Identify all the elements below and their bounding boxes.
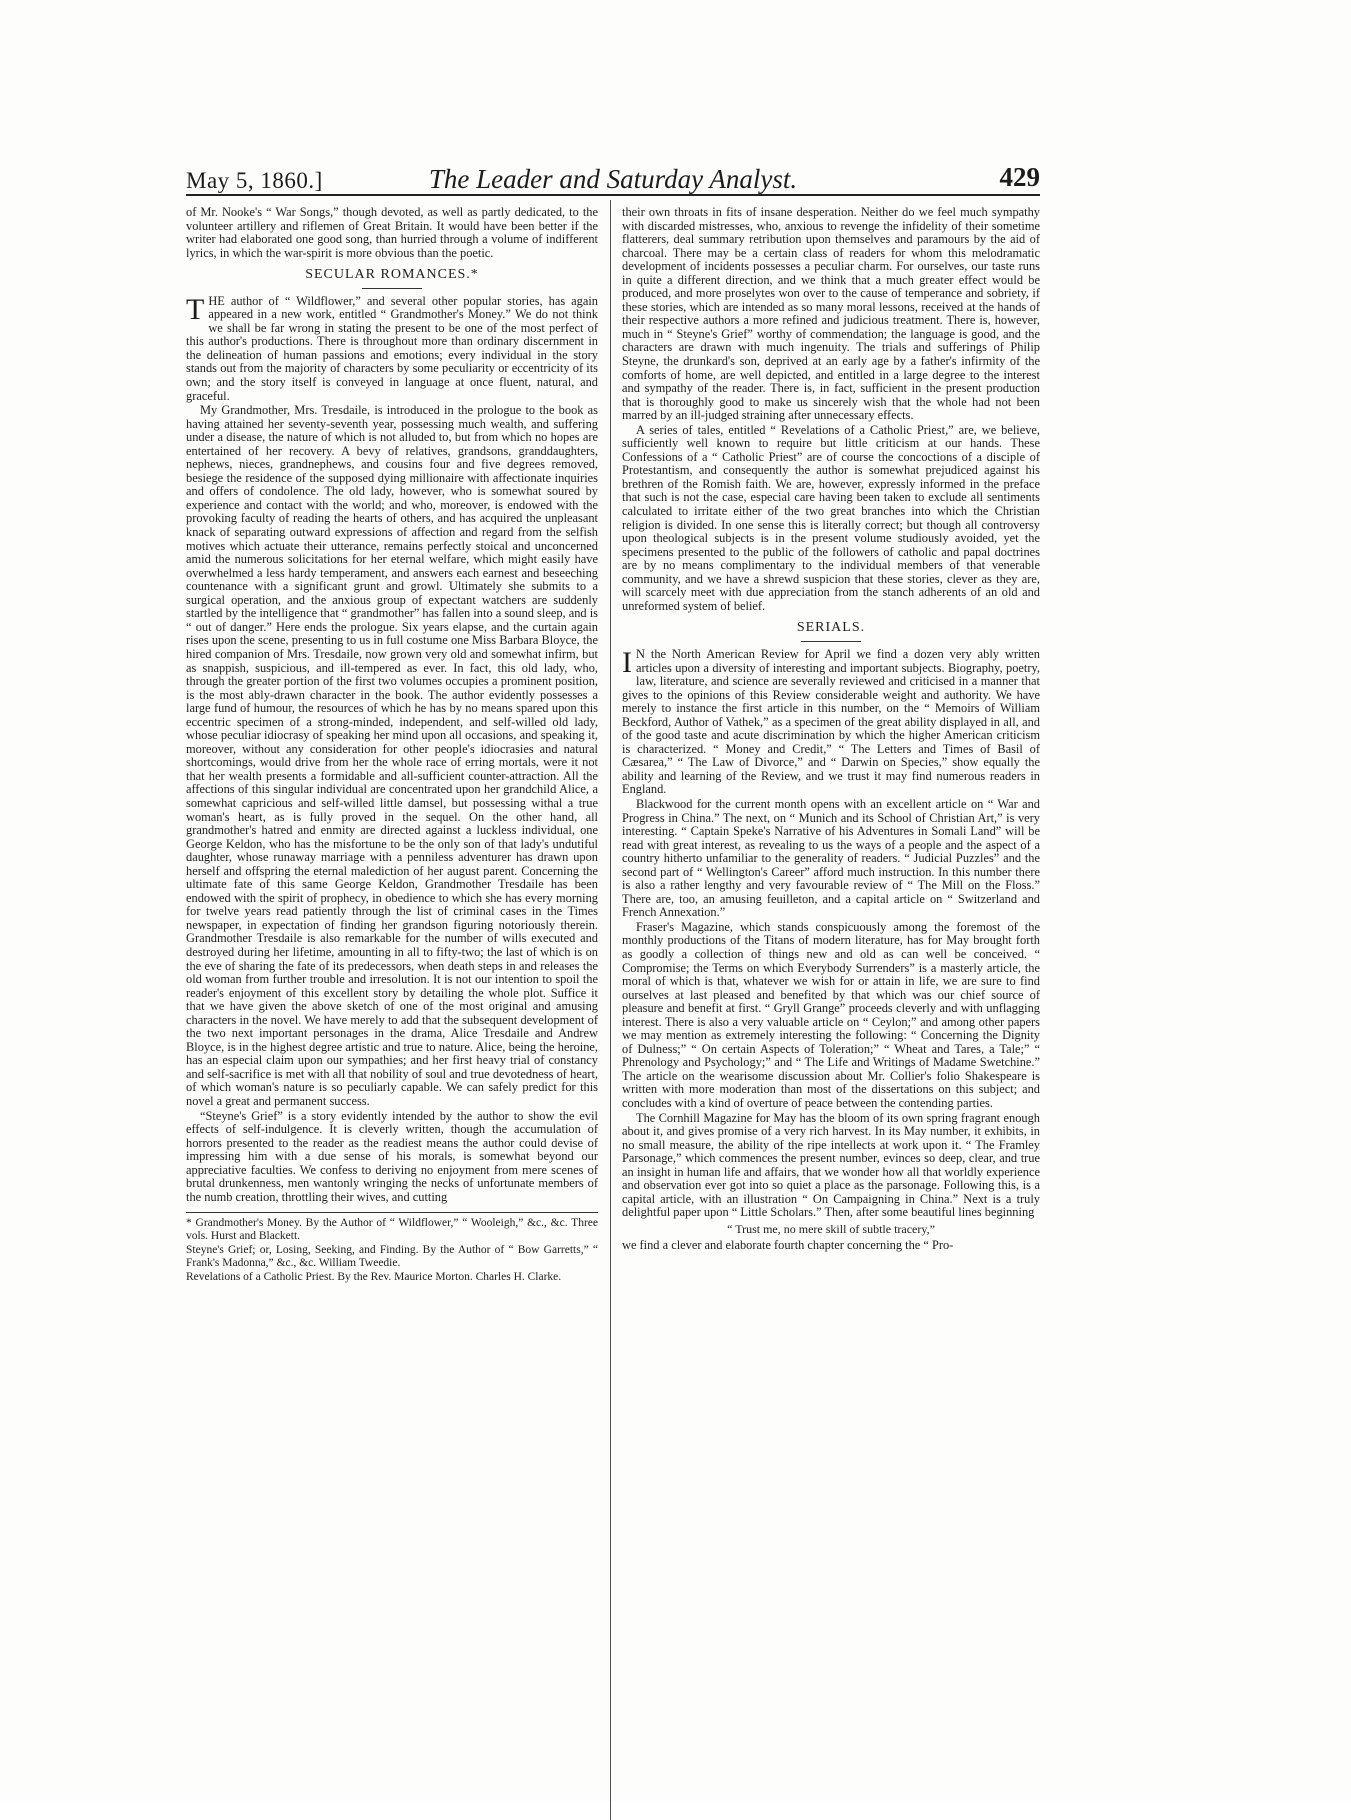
article-paragraph: we find a clever and elaborate fourth chapter concerning the “ Pro- <box>622 1238 954 1253</box>
article-paragraph: The Cornhill Magazine for May has the bloom of its own spring fragrant enough about it, and gives promise of a very rich harvest. In its May number, it exhibits, in no small measure, the ability of the ripe intellects at work upon it. “ The Framley Parsonage,” which commences the present number, evinces so deep, clear, and true an insight in human life and affairs, that we wonder how all that worldly experience and observation ever got into so quiet a place as the parsonage. Following this, is a capital article, with an illustration “ On Campaigning in China.” Next is a truly delightful paper upon “ Little Scholars.” Then, after some beautiful lines beginning <box>622 1110 1040 1220</box>
drop-cap: T <box>186 292 205 326</box>
section-heading-serials: SERIALS. <box>796 620 866 636</box>
article-paragraph: “Steyne's Grief” is a story evidently intended by the author to show the evil effects of self-indulgence. It is cleverly written, though the accumulation of horrors presented to the reader as the readiest means the author could devise of impressing him with a due sense of his morals, is somewhat beyond our appreciative faculties. We confess to deriving no enjoyment from mere scenes of brutal drunkenness, men wantonly wringing the necks of unfortunate members of the numb creation, throttling their wives, and cutting <box>186 1108 598 1204</box>
article-paragraph: Fraser's Magazine, which stands conspicuously among the foremost of the monthly productions of the Titans of modern literature, has for May brought forth as goodly a collection of things new and old as can well be conceived. “ Compromise; the Terms on which Everybody Surrenders” is a masterly article, the moral of which is that, whatever we wish for or attain in life, we are sure to find ourselves at last pleased and benefited by that which was our chief source of pleasure and benefit at first. “ Gryll Grange” proceeds cleverly and with unflagging interest. There is also a very valuable article on “ Ceylon;” and among other papers we may mention as extremely interesting the following: “ Concerning the Dignity of Dulness;” “ On certain Aspects of Toleration;” “ Wheat and Tares, a Tale;” “ Phrenology and Psychology;” and “ The Life and Writings of Madame Swetchine.” The article on the wearisome discussion about Mr. Collier's folio Shakespeare is written with more moderation than most of the dissertations on this subject; and concludes with a kind of overture of peace between the contending parties. <box>622 919 1040 1110</box>
drop-cap: I <box>622 645 632 679</box>
footnotes <box>186 1212 598 1283</box>
article-paragraph: My Grandmother, Mrs. Tresdaile, is introduced in the prologue to the book as having attained her seventy-seventh year, possessing much wealth, and suffering under a disease, the nature of which is not alluded to, but from which no hopes are entertained of her recovery. A bevy of relatives, grandsons, granddaughters, nephews, nieces, grandnephews, and cousins four and five degrees removed, besiege the residence of the supposed dying millionaire with affectionate inquiries and offers of condolence. The old lady, however, who is somewhat soured by experience and contact with the world; and who, moreover, is endowed with the provoking faculty of reading the hearts of others, and has acquired the unpleasant knack of separating outward expressions of affection and regard from the selfish motives which actuate their utterance, remains perfectly stoical and unconcerned amid the numerous solicitations for her eternal welfare, which might easily have overwhelmed a less hardy temperament, and answers each earnest and beseeching countenance with a significant grunt and growl. Ultimately she submits to a surgical operation, and the anxious group of expectant watchers are suddenly startled by the intelligence that “ grandmother” has fallen into a sound sleep, and is “ out of danger.” Here ends the prologue. Six years elapse, and the curtain again rises upon the scene, presenting to us in full costume one Miss Barbara Bloyce, the hired companion of Mrs. Tresdaile, now grown very old and somewhat infirm, but as snappish, suspicious, and ill-tempered as ever. In fact, this old lady, who, through the greater portion of the first two volumes occupies a prominent position, is the most ably-drawn character in the book. The author evidently possesses a large fund of humour, the resources of which he has by no means spared upon this eccentric specimen of a strong-minded, independent, and self-willed old lady, whose peculiar idiocrasy of speaking her mind upon all occasions, and speaking it, moreover, without any consideration for other people's idiocrasies and natural shortcomings, would drive from her the whole race of erring mortals, were it not that her wealth presents a formidable and all-sufficient counter-attraction. All the affections of this singular individual are concentrated upon her grandchild Alice, a somewhat capricious and self-willed little damsel, but possessing withal a true woman's heart, as is fully proved in the sequel. On the other hand, all grandmother's hatred and enmity are directed against a luckless individual, one George Keldon, who has the misfortune to be the only son of that lady's undutiful daughter, whose runaway marriage with a penniless adventurer has drawn upon herself and offspring the eternal malediction of her august parent. Concerning the ultimate fate of this same George Keldon, Grandmother Tresdaile has been endowed with the spirit of prophecy, in obedience to which she has every morning for twelve years read patiently through the list of criminal cases in the Times newspaper, in expectation of finding her grandson figuring notoriously therein. Grandmother Tresdaile is also remarkable for the number of wills executed and destroyed during her lifetime, amounting in all to fifty-two; the last of which is on the eve of sharing the fate of its predecessors, when death steps in and releases the old woman from further trouble and irresolution. It is not our intention to spoil the reader's enjoyment of this excellent story by detailing the whole plot. Suffice it that we have given the above sketch of one of the most original and amusing characters in the novel. We have merely to add that the subsequent development of the two next important personages in the drama, Alice Tresdaile and Andrew Bloyce, is in the highest degree artistic and true to nature. Alice, being the heroine, has an especial claim upon our sympathies; and her first heavy trial of constancy and self-sacrifice is met with all that nobility of soul and true devotedness of heart, of which woman's nature is so peculiarly capable. We can safely predict for this novel a great and permanent success. <box>186 403 598 1108</box>
paragraph-text: N the North American Review for April we find a dozen very ably written articles upon a diversity of interesting and important subjects. Biography, poetry, law, literature, and science are severally reviewed and criticised in a manner that gives to the opinions of this Review considerable weight and authority. We have merely to instance the first article in this number, on the “ Memoirs of William Beckford, Author of Vathek,” as a specimen of the great ability displayed in all, and of the good taste and acute discrimination by which the higher American criticism is characterized. “ Money and Credit,” “ The Letters and Times of Basil of Cæsarea,” “ The Law of Divorce,” and “ Darwin on Species,” show equally the ability and learning of the Review, and we trust it may find numerous readers in England. <box>622 646 1040 797</box>
article-paragraph: A series of tales, entitled “ Revelations of a Catholic Priest,” are, we believe, sufficiently well known to require but little criticism at our hands. These Confessions of a “ Catholic Priest” are of course the concoctions of a disciple of Protestantism, and consequently the author is somewhat prejudiced against his brethren of the Romish faith. We are, however, expressly informed in the preface that such is not the case, especial care having been taken to exclude all sentiments calculated to irritate either of the two great branches into which the Christian religion is divided. In one sense this is literally correct; but though all controversy upon theological subjects is in the present volume studiously avoided, yet the specimens presented to the public of the followers of catholic and papal doctrines are by no means complimentary to the individual members of that venerable community, and we have a shrewd suspicion that these stories, clever as they are, will scarcely meet with due appreciation from the stanch adherents of an old and unreformed system of belief. <box>622 422 1040 613</box>
column-divider <box>610 200 611 1820</box>
publication-title: The Leader and Saturday Analyst. <box>428 164 798 194</box>
intro-paragraph: of Mr. Nooke's “ War Songs,” though devoted, as well as partly dedicated, to the volunteer artillery and riflemen of Great Britain. It would have been better if the writer had elaborated one good song, than hurried through a volume of indifferent lyrics, in which the war-spirit is more obvious than the poetic. <box>186 206 598 260</box>
footnote: Steyne's Grief; or, Losing, Seeking, and Finding. By the Author of “ Bow Garretts,” “ Frank's Madonna,” &c., &c. William Tweedie. <box>186 1243 598 1269</box>
section-heading-secular-romances: SECULAR ROMANCES.* <box>305 267 479 283</box>
verse-quote: “ Trust me, no mere skill of subtle tracery,” <box>727 1221 935 1236</box>
heading-rule <box>801 641 861 642</box>
paragraph-text: HE author of “ Wildflower,” and several other popular stories, has again appeared in a new work, entitled “ Grandmother's Money.” We do not think we shall be far wrong in stating the present to be one of the most perfect of this author's productions. There is throughout more than ordinary discernment in the delineation of human passions and emotions; every individual in the story stands out from the majority of characters by some peculiarity or eccentricity of its own; and the story itself is conveyed in language at once fluent, natural, and graceful. <box>186 293 598 403</box>
footnote: * Grandmother's Money. By the Author of “ Wildflower,” “ Wooleigh,” &c., &c. Three vols. Hurst and Blackett. <box>186 1217 598 1243</box>
masthead <box>186 162 1040 196</box>
issue-date: May 5, 1860.] <box>186 168 323 193</box>
right-column <box>622 206 1040 1766</box>
page-number: 429 <box>999 162 1040 192</box>
article-paragraph <box>622 645 1040 797</box>
article-paragraph: their own throats in fits of insane desperation. Neither do we feel much sympathy with discarded mistresses, who, anxious to revenge the infidelity of their sometime flatterers, deal summary retribution upon themselves and paramours by the aid of charcoal. There may be a certain class of readers for whom this melodramatic development of incidents possesses a peculiar charm. For ourselves, our taste runs in quite a different direction, and we think that a much greater effect would be produced, and more proselytes won over to the cause of temperance and sobriety, if these stories, which are intended as so many moral lessons, received at the hands of their respective authors a more refined and judicious treatment. There is, however, much in “ Steyne's Grief” worthy of commendation; the language is good, and the characters are drawn with much ingenuity. The trials and sufferings of Philip Steyne, the drunkard's son, deprived at an early age by a father's infirmity of the comforts of home, are well depicted, and entitled in a large degree to the interest and sympathy of the reader. There is, in fact, sufficient in the present production that is thoroughly good to make us sincerely wish that the whole had not been marred by an ill-judged straining after unnecessary effects. <box>622 206 1040 423</box>
left-column <box>186 206 598 1766</box>
footnote: Revelations of a Catholic Priest. By the Rev. Maurice Morton. Charles H. Clarke. <box>186 1270 562 1283</box>
heading-rule <box>362 288 422 289</box>
article-paragraph: Blackwood for the current month opens with an excellent article on “ War and Progress in China.” The next, on “ Munich and its School of Christian Art,” is very interesting. “ Captain Speke's Narrative of his Adventures in Somali Land” will be read with great interest, as revealing to us the ways of a people and the aspect of a country hitherto unfamiliar to the generality of readers. “ Judicial Puzzles” and the second part of “ Wellington's Career” afford much instruction. In this number there is also a rather lengthy and very favourable review of “ The Mill on the Floss.” There are, too, an amusing feuilleton, and a capital article on “ Switzerland and French Annexation.” <box>622 796 1040 920</box>
article-paragraph <box>186 292 598 403</box>
